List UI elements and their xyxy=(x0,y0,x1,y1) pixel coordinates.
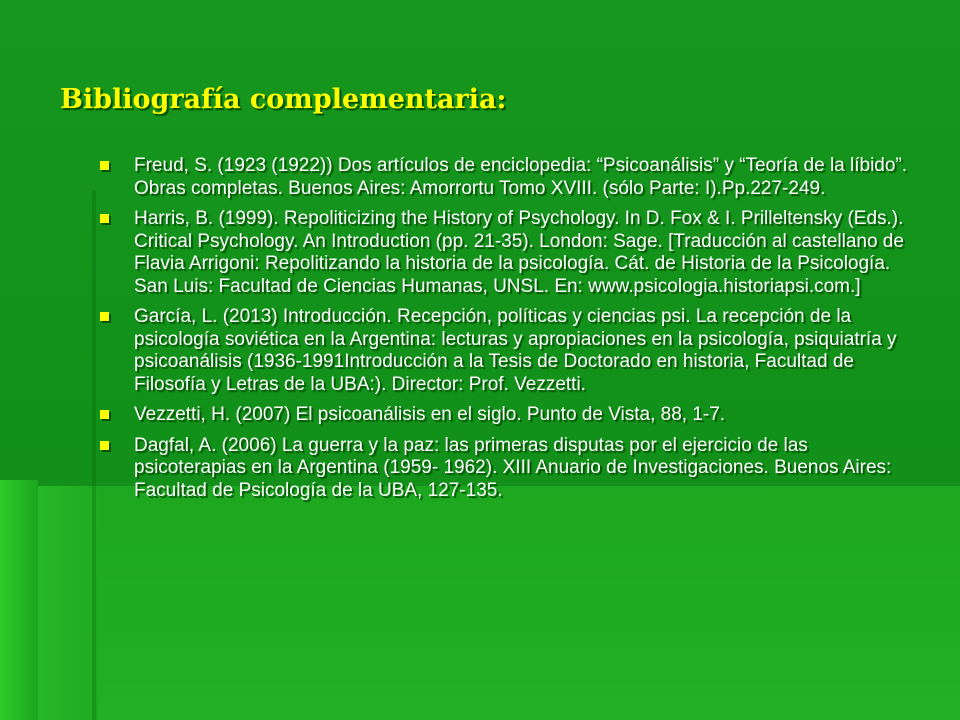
square-bullet-icon xyxy=(100,312,109,321)
decorative-band-shadow xyxy=(92,190,96,720)
reference-text: Dagfal, A. (2006) La guerra y la paz: las primeras disputas por el ejercicio de las psicoterapias en la Argentina (1959- 1962). XIII Anuario de Investigaciones. Buenos Aires: Facultad de Psicología de la UBA, 127-135. xyxy=(134,434,892,501)
reference-text: Vezzetti, H. (2007) El psicoanálisis en el siglo. Punto de Vista, 88, 1-7. xyxy=(134,404,726,425)
reference-text: García, L. (2013) Introducción. Recepción, políticas y ciencias psi. La recepción de la psicología soviética en la Argentina: lecturas y apropiaciones en la psicología, psiquiatría y psicoanálisis (1936-1991Introducción a la Tesis de Doctorado en historia, Facultad de Filosofía y Letras de la UBA:). Director: Prof. Vezzetti. xyxy=(134,306,897,395)
square-bullet-icon xyxy=(100,410,109,419)
reference-item xyxy=(100,435,920,503)
reference-item xyxy=(100,404,920,427)
reference-text: Harris, B. (1999). Repoliticizing the History of Psychology. In D. Fox & I. Prilleltensky (Eds.). Critical Psychology. An Introduction (pp. 21-35). London: Sage. [Traducción al castellano de Flavia Arrigoni: Repolitizando la historia de la psicología. Cát. de Historia de la Psicología. San Luis: Facultad de Ciencias Humanas, UNSL. En: www.psicologia.historiapsi.com.] xyxy=(134,208,904,297)
square-bullet-icon xyxy=(100,441,109,450)
reference-item xyxy=(100,306,920,396)
decorative-band-mid xyxy=(38,486,98,720)
reference-item xyxy=(100,155,920,200)
slide-title: Bibliografía complementaria: xyxy=(60,84,507,115)
square-bullet-icon xyxy=(100,161,109,170)
square-bullet-icon xyxy=(100,214,109,223)
decorative-band-left xyxy=(0,480,38,720)
reference-item xyxy=(100,208,920,298)
reference-text: Freud, S. (1923 (1922)) Dos artículos de enciclopedia: “Psicoanálisis” y “Teoría de la líbido”. Obras completas. Buenos Aires: Amorrortu Tomo XVIII. (sólo Parte: I).Pp.227-249. xyxy=(134,155,908,199)
reference-list xyxy=(100,155,920,510)
decorative-band-bottom xyxy=(38,486,960,720)
